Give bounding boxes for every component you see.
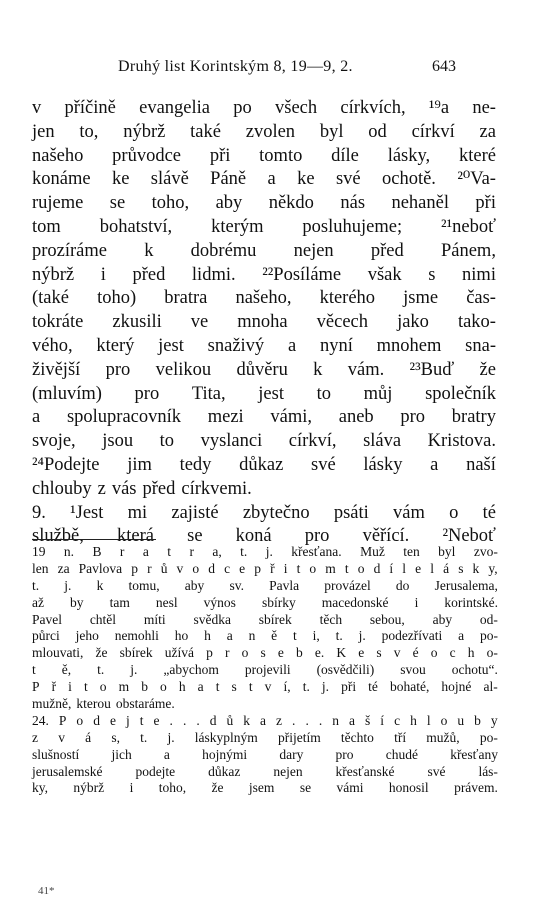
main-text-line: (mluvím) pro Tita, jest to můj společník — [32, 383, 496, 404]
footnote-line: 24. P o d e j t e . . . d ů k a z . . . n a š í c h l o u b y — [32, 712, 498, 728]
main-text-line: prozíráme k dobrému nejen před Pánem, — [32, 240, 496, 261]
main-text-line: svoje, jsou to vyslanci církví, sláva Kristova. — [32, 431, 496, 452]
main-text-line: službě, která se koná pro věřící. ²Neboť — [32, 526, 496, 547]
running-title: Druhý list Korintským 8, 19—9, 2. — [118, 58, 353, 75]
footnote-line: 19 n. B r a t r a, t. j. křesťana. Muž ten byl zvo- — [32, 544, 498, 559]
footnote-line: mlouvati, že sbírek užívá p r o s e b e. K e s v é o c h o- — [32, 645, 498, 661]
main-text-line: konáme ke slávě Páně a ke své ochotě. ²⁰Va- — [32, 169, 496, 190]
footnote-line: jerusalemské podejte důkaz nejen křesťanské své lás- — [32, 763, 498, 779]
signature-mark: 41* — [38, 885, 55, 897]
footnote-line: Pavel chtěl míti svědka sbírek těch sebou, aby od- — [32, 611, 498, 627]
main-text-line: nýbrž i před lidmi. ²²Posíláme však s nimi — [32, 264, 496, 285]
main-text-line: (také toho) bratra našeho, kterého jsme čas- — [32, 288, 496, 309]
main-text-line: vého, který jest snaživý a nyní mnohem sna- — [32, 335, 496, 356]
footnote-line: slušností jich a hojnými dary pro chudé křesťany — [32, 746, 498, 762]
footnote-divider — [32, 539, 156, 540]
main-text-line: 9. ¹Jest mi zajisté zbytečno psáti vám o té — [32, 502, 496, 523]
footnote-line: t ě, t. j. „abychom projevili (osvědčili) svou ochotu“. — [32, 662, 498, 678]
footnote-line: len za Pavlova p r ů v o d c e p ř i t o m t o d í l e l á s k y, — [32, 560, 498, 576]
footnotes-block — [32, 544, 498, 797]
main-text-line: tom bohatství, kterým posluhujeme; ²¹neboť — [32, 216, 496, 237]
main-text-line: rujeme se toho, aby někdo nás nehaněl při — [32, 193, 496, 214]
main-text-line: jen to, nýbrž také zvolen byl od církví za — [32, 121, 496, 142]
main-text-line: v příčině evangelia po všech církvích, ¹⁹a ne- — [32, 98, 496, 118]
main-text-line: ²⁴Podejte jim tedy důkaz své lásky a naší — [32, 454, 496, 475]
footnote-line: t. j. k tomu, aby sv. Pavla provázel do Jerusalema, — [32, 577, 498, 593]
main-text-line: živější pro velikou důvěru k vám. ²³Buď že — [32, 359, 496, 380]
footnote-line: P ř i t o m b o h a t s t v í, t. j. při té bohaté, hojné al- — [32, 679, 498, 695]
main-text-line: našeho průvodce při tomto díle lásky, které — [32, 145, 496, 166]
footnote-line: půrci jeho nemohli ho h a n ě t i, t. j. podezřívati a po- — [32, 628, 498, 644]
page-number: 643 — [432, 58, 456, 75]
footnote-line: z v á s, t. j. láskyplným přijetím těchto tří mužů, po- — [32, 729, 498, 745]
main-text-line: a spolupracovník mezi vámi, aneb pro bratry — [32, 407, 496, 428]
footnote-line: mužně, kterou obstaráme. — [32, 696, 175, 712]
main-text-block — [32, 97, 496, 549]
footnote-line: až by tam nesl výnos sbírky macedonské i korintské. — [32, 594, 498, 610]
footnote-line: ky, nýbrž i toho, že jsem se vámi honosil právem. — [32, 780, 498, 796]
main-text-line: tokráte zkusili ve mnoha věcech jako tako- — [32, 312, 496, 333]
main-text-line: chlouby z vás před církvemi. — [32, 478, 252, 499]
